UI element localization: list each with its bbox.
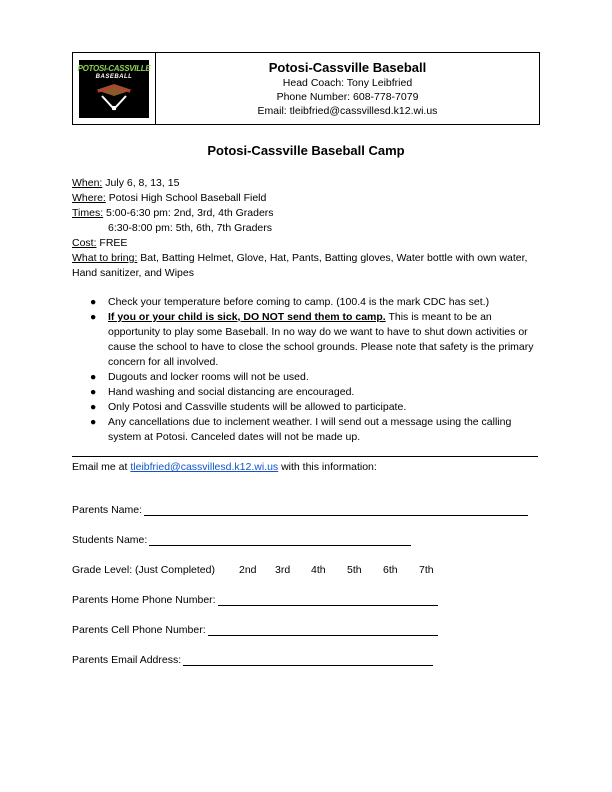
rule-students-only: Only Potosi and Cassville students will be allowed to participate. (108, 401, 407, 413)
email-prefix: Email me at (72, 461, 131, 473)
rule-sick-rest: This is meant to be an opportunity to play some Baseball. In no way do we want to have to shut down activities or cause the school to have to close the school grounds. Please note that safety is the primary concern for all involved. (108, 311, 534, 368)
cell-phone-row (72, 624, 438, 636)
where-row (72, 191, 542, 206)
rule-sick-bold: If you or your child is sick, DO NOT send them to camp. (108, 311, 386, 323)
home-phone-field[interactable] (218, 594, 438, 606)
list-item (90, 385, 540, 400)
cell-phone-field[interactable] (208, 624, 438, 636)
times-value-1: 5:00-6:30 pm: 2nd, 3rd, 4th Graders (103, 207, 274, 219)
grade-option-6th[interactable]: 6th (382, 564, 398, 576)
camp-details (72, 176, 542, 281)
page-title: Potosi-Cassville Baseball Camp (207, 143, 405, 158)
head-coach: Head Coach: Tony Leibfried (282, 77, 413, 89)
list-item (90, 295, 540, 310)
email-link[interactable]: tleibfried@cassvillesd.k12.wi.us (130, 461, 279, 473)
rules-list (90, 295, 540, 445)
home-phone-row (72, 594, 438, 606)
grade-option-3rd[interactable]: 3rd (274, 564, 291, 576)
students-name-row (72, 534, 411, 546)
where-label: Where: (72, 192, 106, 204)
phone-number: Phone Number: 608-778-7079 (276, 91, 419, 103)
rule-dugouts: Dugouts and locker rooms will not be used. (108, 371, 309, 383)
email-address-row (72, 654, 433, 666)
grade-level-row (72, 564, 455, 576)
students-name-label: Students Name: (72, 534, 148, 546)
coach-email: Email: tleibfried@cassvillesd.k12.wi.us (257, 105, 438, 117)
logo-cell (73, 53, 156, 124)
bullet-icon: ● (90, 386, 97, 398)
rule-temperature: Check your temperature before coming to camp. (100.4 is the mark CDC has set.) (108, 296, 490, 308)
students-name-field[interactable] (149, 534, 411, 546)
times-label: Times: (72, 207, 104, 219)
grade-option-2nd[interactable]: 2nd (238, 564, 257, 576)
org-name: Potosi-Cassville Baseball (268, 60, 427, 75)
list-item (90, 415, 540, 445)
bullet-icon: ● (90, 311, 97, 323)
when-row (72, 176, 542, 191)
cost-row (72, 236, 542, 251)
header-box (72, 52, 540, 125)
grade-option-5th[interactable]: 5th (346, 564, 362, 576)
bring-value: Bat, Batting Helmet, Glove, Hat, Pants, Batting gloves, Water bottle with own water, Hand sanitizer, and Wipes (72, 252, 528, 279)
parents-name-field[interactable] (144, 504, 528, 516)
times-row-2 (72, 221, 542, 236)
team-logo (79, 60, 149, 118)
bring-label: What to bring: (72, 252, 138, 264)
cost-label: Cost: (72, 237, 97, 249)
bullet-icon: ● (90, 296, 97, 308)
bring-row (72, 251, 542, 281)
grade-option-7th[interactable]: 7th (418, 564, 434, 576)
rule-cancellations: Any cancellations due to inclement weather. I will send out a message using the calling system at Potosi. Canceled dates will not be made up. (108, 416, 512, 443)
list-item (90, 400, 540, 415)
list-item (90, 310, 540, 370)
when-label: When: (72, 177, 103, 189)
times-value-2: 6:30-8:00 pm: 5th, 6th, 7th Graders (108, 222, 273, 234)
grade-options (239, 564, 455, 576)
email-address-label: Parents Email Address: (72, 654, 182, 666)
where-value: Potosi High School Baseball Field (105, 192, 267, 204)
baseball-diamond-icon (92, 82, 136, 112)
list-item (90, 370, 540, 385)
parents-name-label: Parents Name: (72, 504, 143, 516)
divider (72, 456, 538, 457)
rule-handwashing: Hand washing and social distancing are encouraged. (108, 386, 355, 398)
grade-option-4th[interactable]: 4th (310, 564, 326, 576)
when-value: July 6, 8, 13, 15 (102, 177, 180, 189)
home-phone-label: Parents Home Phone Number: (72, 594, 216, 606)
cell-phone-label: Parents Cell Phone Number: (72, 624, 206, 636)
email-instruction (72, 461, 377, 473)
logo-sub-text: BASEBALL (95, 73, 133, 80)
bullet-icon: ● (90, 371, 97, 383)
header-info (156, 53, 539, 124)
email-suffix: with this information: (278, 461, 377, 473)
logo-top-text: POTOSI-CASSVILLE (77, 63, 151, 73)
cost-value: FREE (96, 237, 128, 249)
parents-name-row (72, 504, 528, 516)
bullet-icon: ● (90, 401, 97, 413)
grade-level-label: Grade Level: (Just Completed) (72, 564, 215, 576)
email-address-field[interactable] (183, 654, 433, 666)
bullet-icon: ● (90, 416, 97, 428)
times-row (72, 206, 542, 221)
